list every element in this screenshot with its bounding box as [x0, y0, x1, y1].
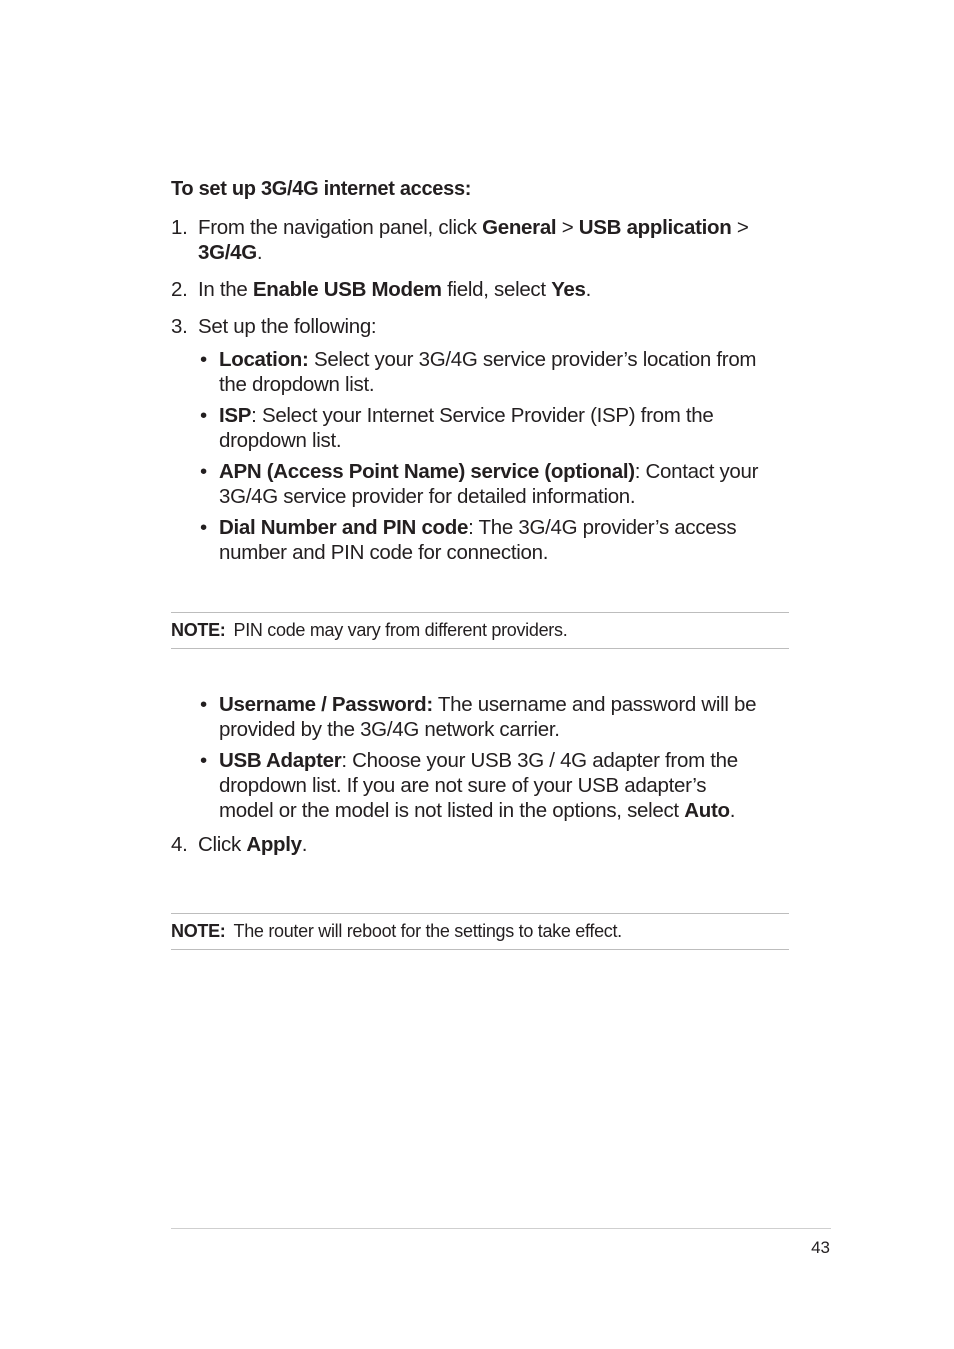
step-number: 4.	[171, 833, 188, 856]
section-heading: To set up 3G/4G internet access:	[171, 178, 472, 200]
step-number: 2.	[171, 278, 188, 301]
option-yes: Yes	[551, 278, 586, 301]
step-text: From the navigation panel, click General > USB application > 3G/4G.	[198, 216, 749, 264]
step-number: 1.	[171, 216, 188, 239]
page-number: 43	[811, 1238, 830, 1257]
bullet-glyph: •	[200, 749, 207, 772]
field-enable-usb-modem: Enable USB Modem	[252, 278, 442, 301]
note-text: PIN code may vary from different providers.	[233, 620, 568, 640]
bullet-glyph: •	[200, 348, 207, 371]
step-text: Click Apply.	[198, 833, 308, 856]
note-box	[171, 612, 789, 649]
bullet-glyph: •	[200, 693, 207, 716]
nav-general: General	[482, 216, 557, 239]
step-text: Set up the following:	[198, 315, 377, 338]
step-number: 3.	[171, 315, 188, 338]
note-label: NOTE:	[171, 620, 226, 640]
bullet-glyph: •	[200, 404, 207, 427]
manual-page: To set up 3G/4G internet access: 1. From the navigation panel, click General > USB application > 3G/4G. 2. In the Enable USB Modem field, select Yes. 3. Set up the following: • Location: Select your 3G/4G service provider’s location from the dropdown list. • ISP: Select your Internet Service Provider (ISP) from the dropdown list. • APN (Access Point Name) service (optional): Contact your 3G/4G service provider for detailed information. • Dial Number and PIN code: The 3G/4G provider’s access number and PIN code for connection. NOTE: PIN code may vary from different providers. • Username / Password: The username and password will be provided by the 3G/4G network carrier. • USB Adapter: Choose your USB 3G / 4G adapter from the dropdown list. If you are not sure of your USB adapter’s model or the model is not listed in the options, select Auto. 4. Click Apply. NOTE: The router will reboot for the settings to take effect. 43	[171, 178, 830, 1257]
note-box	[171, 913, 789, 950]
note-label: NOTE:	[171, 921, 226, 941]
note-text: The router will reboot for the settings to take effect.	[233, 921, 622, 941]
nav-3g-4g: 3G/4G	[198, 241, 257, 264]
bullet-glyph: •	[200, 516, 207, 539]
footer-divider	[171, 1228, 831, 1229]
nav-usb-application: USB application	[578, 216, 732, 239]
bullet-glyph: •	[200, 460, 207, 483]
action-apply: Apply	[246, 833, 302, 856]
step-text: In the Enable USB Modem field, select Yes.	[198, 278, 592, 301]
